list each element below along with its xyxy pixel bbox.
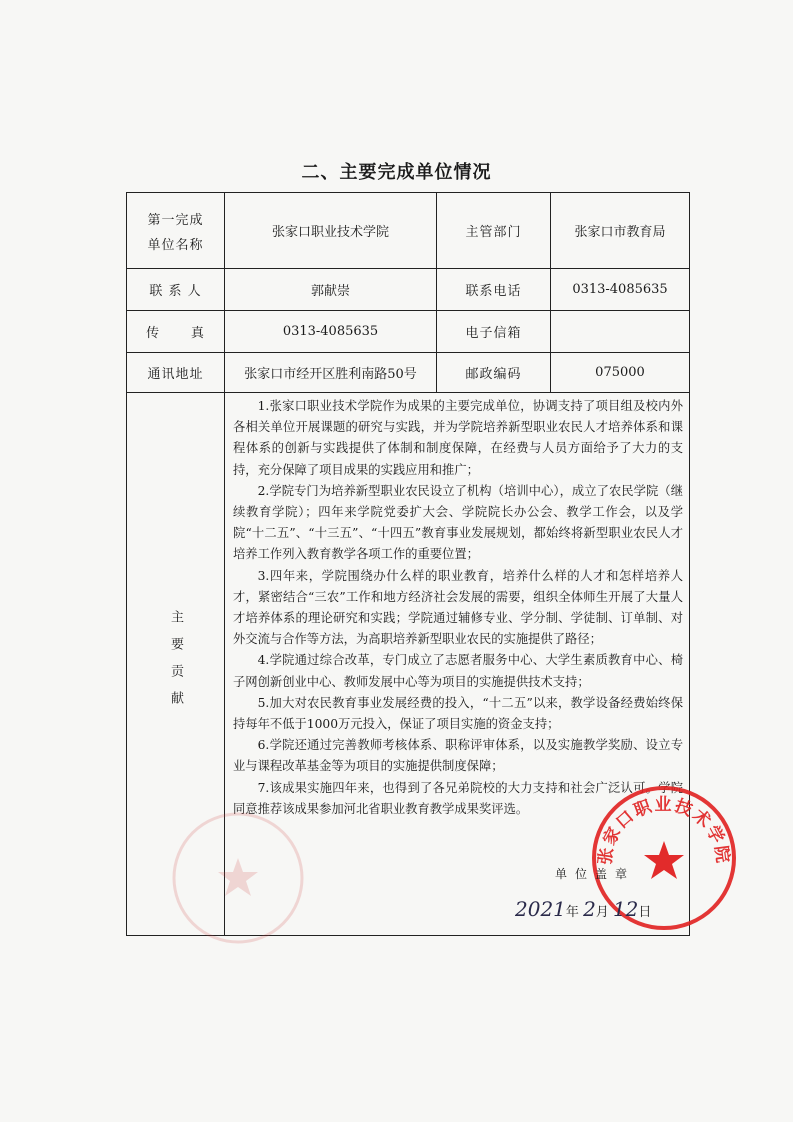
postcode-value: 075000: [551, 353, 690, 393]
address-value: 张家口市经开区胜利南路50号: [225, 353, 437, 393]
sign-month-unit: 月: [595, 905, 609, 920]
fax-label: 传 真: [127, 311, 225, 353]
contribution-item-1: 1.张家口职业技术学院作为成果的主要完成单位，协调支持了项目组及校内外各相关单位开展课题的研究与实践，并为学院培养新型职业农民人才培养体系和课程体系的创新与实践提供了体制和制度保障，在经费与人员方面给予了大力的支持，充分保障了项目成果的实践应用和推广；: [233, 399, 683, 477]
email-label: 电子信箱: [437, 311, 551, 353]
contribution-label: 主要贡献: [168, 610, 183, 718]
department-label: 主管部门: [437, 193, 551, 269]
row-address: [127, 353, 690, 393]
postcode-label: 邮政编码: [437, 353, 551, 393]
unit-name-value: 张家口职业技术学院: [225, 193, 437, 269]
contribution-item-3: 3.四年来，学院围绕办什么样的职业教育，培养什么样的人才和怎样培养人才，紧密结合“三农”工作和地方经济社会发展的需要，组织全体师生开展了大量人才培养体系的理论研究和实践；学院通过辅修专业、学分制、学徒制、订单制、对外交流与合作等方法，为高职培养新型职业农民的实施提供了路径；: [233, 568, 683, 647]
address-label: 通讯地址: [127, 353, 225, 393]
unit-name-label: [127, 193, 225, 269]
contribution-item-6: 6.学院还通过完善教师考核体系、职称评审体系，以及实施教学奖励、设立专业与课程改革基金等为项目的实施提供制度保障；: [233, 738, 683, 774]
sign-label: 单位盖章: [555, 867, 636, 881]
contact-value: 郭献崇: [225, 269, 437, 311]
row-unit-name: [127, 193, 690, 269]
unit-name-label-line2: 单位名称: [147, 237, 204, 253]
department-value: 张家口市教育局: [551, 193, 690, 269]
page-title: 二、主要完成单位情况: [301, 162, 492, 183]
sign-month: 2: [583, 897, 596, 921]
sign-date: [515, 897, 651, 921]
seal-text: 张家口职业技术学院: [595, 795, 733, 867]
contribution-item-2: 2.学院专门为培养新型职业农民设立了机构（培训中心），成立了农民学院（继续教育学院）；四年来学院党委扩大会、学院院长办公会、教学工作会，以及学院“十二五”、“十三五”、“十四五”教育事业发展规划，都始终将新型职业农民人才培养工作列入教育教学各项工作的重要位置；: [233, 483, 683, 562]
row-contact: [127, 269, 690, 311]
row-fax: [127, 311, 690, 353]
faint-stamp-bleedthrough: [168, 808, 308, 948]
sign-day: 12: [612, 897, 639, 921]
email-value: [551, 311, 690, 353]
contribution-item-7: 7.该成果实施四年来，也得到了各兄弟院校的大力支持和社会广泛认可。学院同意推荐该成果参加河北省职业教育教学成果奖评选。: [233, 780, 683, 816]
sign-day-unit: 日: [638, 905, 652, 920]
contact-label: 联 系 人: [127, 269, 225, 311]
phone-label: 联系电话: [437, 269, 551, 311]
sign-year-unit: 年: [565, 905, 579, 920]
sign-year: 2021: [515, 897, 566, 921]
contribution-item-4: 4.学院通过综合改革，专门成立了志愿者服务中心、大学生素质教育中心、椅子网创新创业中心、教师发展中心等为项目的实施提供技术支持；: [233, 653, 683, 689]
contribution-item-5: 5.加大对农民教育事业发展经费的投入，“十二五”以来，教学设备经费始终保持每年不低于1000万元投入，保证了项目实施的资金支持；: [233, 695, 683, 732]
fax-value: 0313-4085635: [225, 311, 437, 353]
phone-value: 0313-4085635: [551, 269, 690, 311]
unit-name-label-line1: 第一完成: [147, 212, 204, 228]
contribution-text: [225, 393, 689, 820]
